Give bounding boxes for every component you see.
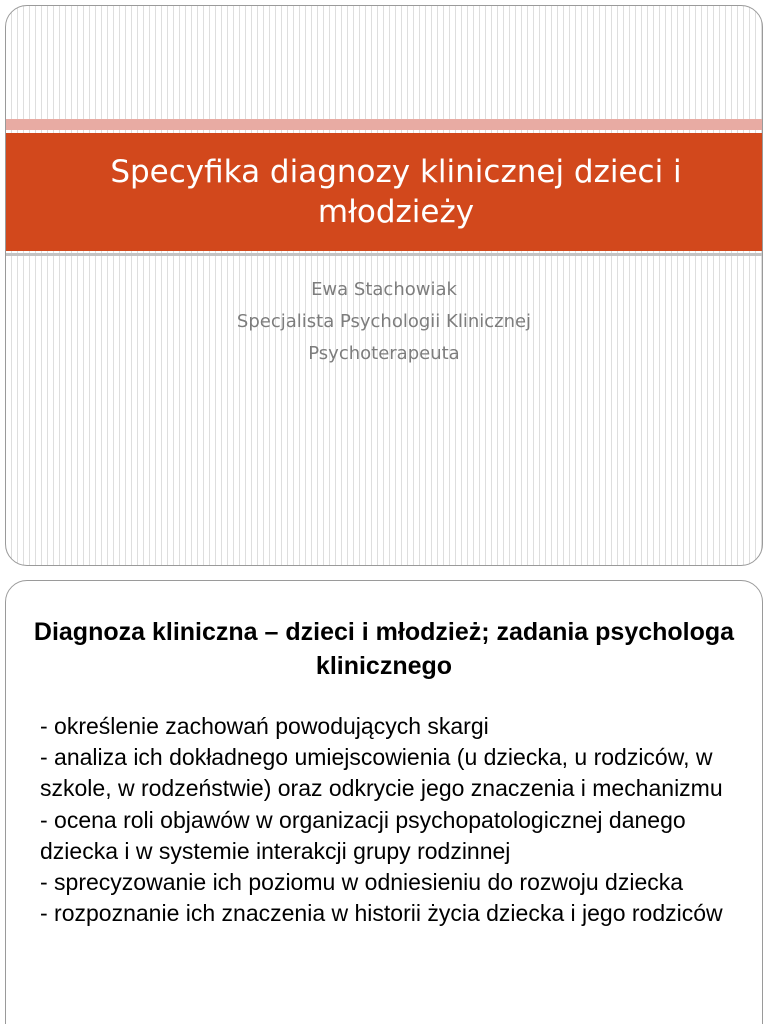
accent-band — [6, 119, 762, 130]
list-item: - sprecyzowanie ich poziomu w odniesieniu do rozwoju dziecka — [40, 869, 684, 896]
task-list — [40, 711, 740, 929]
title-slide — [5, 5, 763, 566]
content-slide — [5, 580, 763, 1024]
slide-title: Specyfika diagnozy klinicznej dzieci i młodzieży — [110, 154, 682, 230]
list-item: - określenie zachowań powodujących skargi — [40, 713, 489, 739]
list-item: - ocena roli objawów w organizacji psychopatologicznej danego dziecka i w systemie interakcji grupy rodzinnej — [40, 806, 686, 864]
title-banner — [6, 133, 762, 251]
subtitle-block — [6, 274, 762, 370]
list-item: - rozpoznanie ich znaczenia w historii życia dziecka i jego rodziców — [40, 900, 723, 927]
title-divider — [6, 253, 762, 256]
author-role: Specjalista Psychologii Klinicznej — [236, 311, 532, 332]
author-role-secondary: Psychoterapeuta — [308, 343, 460, 364]
slide-heading: Diagnoza kliniczna – dzieci i młodzież; zadania psychologa klinicznego — [33, 618, 735, 680]
author-name: Ewa Stachowiak — [311, 279, 457, 300]
list-item: - analiza ich dokładnego umiejscowienia (u dziecka, u rodziców, w szkole, w rodzeństwie) oraz odkrycie jego znaczenia i mechanizmu — [40, 744, 723, 802]
